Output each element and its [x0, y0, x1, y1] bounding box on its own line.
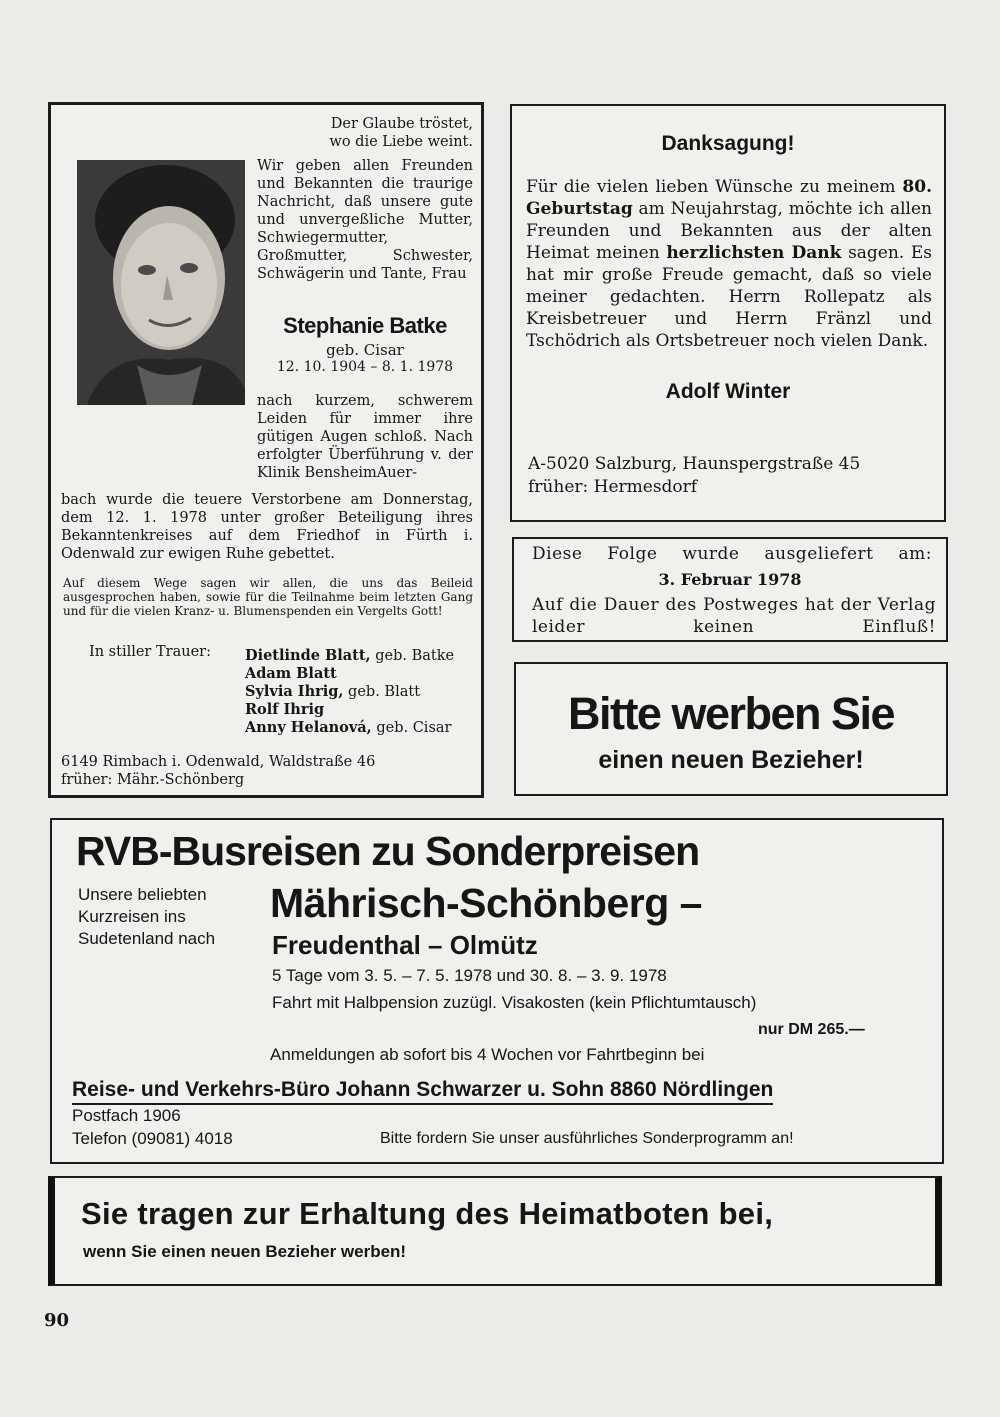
obituary-motto — [251, 115, 473, 151]
bus-headline: RVB-Busreisen zu Sonderpreisen — [76, 828, 700, 874]
bus-destination-2: Freudenthal – Olmütz — [272, 930, 538, 960]
bus-board: Fahrt mit Halbpension zuzügl. Visakosten (kein Pflichtumtausch) — [272, 993, 757, 1012]
bus-registration: Anmeldungen ab sofort bis 4 Wochen vor Fahrtbeginn bei — [270, 1045, 705, 1064]
bus-price: nur DM 265.— — [758, 1021, 865, 1038]
support-subline: wenn Sie einen neuen Bezieher werben! — [83, 1242, 407, 1261]
life-dates: 12. 10. 1904 – 8. 1. 1978 — [276, 359, 454, 375]
bus-lead-line-3: Sudetenland nach — [78, 929, 216, 948]
thanks-notice — [510, 104, 946, 522]
bus-destination: Mährisch-Schönberg – — [270, 880, 702, 926]
motto-line-2: wo die Liebe weint. — [329, 134, 473, 150]
thanks-address: A-5020 Salzburg, Haunspergstraße 45 — [528, 454, 861, 474]
promo-subline: einen neuen Bezieher! — [598, 746, 864, 774]
mourner-1: Dietlinde Blatt, geb. Batke — [245, 647, 455, 664]
promo-headline: Bitte werben Sie — [567, 688, 895, 739]
thanks-signer: Adolf Winter — [665, 380, 791, 403]
motto-line-1: Der Glaube tröstet, — [330, 116, 473, 132]
bus-dates: 5 Tage vom 3. 5. – 7. 5. 1978 und 30. 8. – 3. 9. 1978 — [272, 966, 667, 985]
obituary-notice — [48, 102, 484, 798]
delivery-date: 3. Februar 1978 — [658, 570, 802, 589]
support-banner — [48, 1176, 942, 1286]
mourner-2: Adam Blatt — [245, 665, 337, 682]
family-address: 6149 Rimbach i. Odenwald, Waldstraße 46 — [61, 754, 376, 770]
mourner-5: Anny Helanová, geb. Cisar — [245, 719, 452, 736]
support-headline: Sie tragen zur Erhaltung des Heimatboten bei, — [81, 1196, 774, 1231]
mourners-list — [245, 647, 475, 737]
deceased-name: Stephanie Batke — [283, 313, 447, 338]
family-former-home: früher: Mähr.-Schönberg — [61, 772, 245, 788]
thanks-former-home: früher: Hermesdorf — [528, 477, 698, 497]
bus-lead-line-2: Kurzreisen ins — [78, 907, 186, 926]
obituary-thanks-note: Auf diesem Wege sagen wir allen, die uns das Beileid ausgesprochen haben, sowie für die Teilnahme beim letzten Gang und für die vielen Kranz- u. Blumenspenden ein Vergelts Gott! — [63, 576, 473, 618]
portrait-image — [77, 160, 245, 405]
bus-agency: Reise- und Verkehrs-Büro Johann Schwarzer u. Sohn 8860 Nördlingen — [72, 1078, 773, 1105]
thanks-body: Für die vielen lieben Wünsche zu meinem 80. Geburtstag am Neujahrstag, möchte ich allen Freunden und Bekannten aus der alten Heimat meinen herzlichsten Dank sagen. Es hat mir große Freude gemacht, daß so viele meiner gedachten. Herrn Rollepatz als Kreisbetreuer und Herrn Fränzl und Tschödrich als Ortsbetreuer noch vielen Dank. — [526, 177, 933, 351]
bus-phone: Telefon (09081) 4018 — [72, 1129, 233, 1148]
deceased-birth-name: geb. Cisar — [326, 341, 404, 359]
delivery-disclaimer: Auf die Dauer des Postweges hat der Verlag leider keinen Einfluß! — [532, 595, 936, 637]
obituary-wide-paragraph: bach wurde die teuere Verstorbene am Donnerstag, dem 12. 1. 1978 unter großer Beteiligung ihres Bekanntenkreises auf dem Friedhof in Fürth i. Odenwald zur ewigen Ruhe gebettet. — [61, 492, 473, 562]
delivery-notice — [512, 537, 948, 642]
mourner-4: Rolf Ihrig — [245, 701, 325, 718]
bus-tour-advert — [50, 818, 944, 1164]
portrait-photo — [77, 160, 245, 405]
obituary-intro-text: Wir geben allen Freunden und Bekannten die traurige Nachricht, daß unsere gute und unvergeßliche Mutter, Schwiegermutter, Großmutter, Schwester, Schwägerin und Tante, Frau — [257, 158, 473, 282]
thanks-title: Danksagung! — [661, 132, 795, 155]
delivery-line-1: Diese Folge wurde ausgeliefert am: — [532, 544, 932, 564]
bus-lead — [78, 884, 215, 950]
bus-program-request: Bitte fordern Sie unser ausführliches Sonderprogramm an! — [380, 1130, 794, 1147]
bus-pobox: Postfach 1906 — [72, 1106, 181, 1125]
obituary-narrow-paragraph: nach kurzem, schwerem Leiden für immer ihre gütigen Augen schloß. Nach erfolgter Überführung v. der Klinik BensheimAuer- — [257, 393, 473, 481]
bus-lead-line-1: Unsere beliebten — [78, 885, 207, 904]
mourner-3: Sylvia Ihrig, geb. Blatt — [245, 683, 421, 700]
page-number: 90 — [44, 1310, 70, 1331]
subscriber-promo — [514, 662, 948, 796]
mourning-label: In stiller Trauer: — [89, 644, 211, 660]
